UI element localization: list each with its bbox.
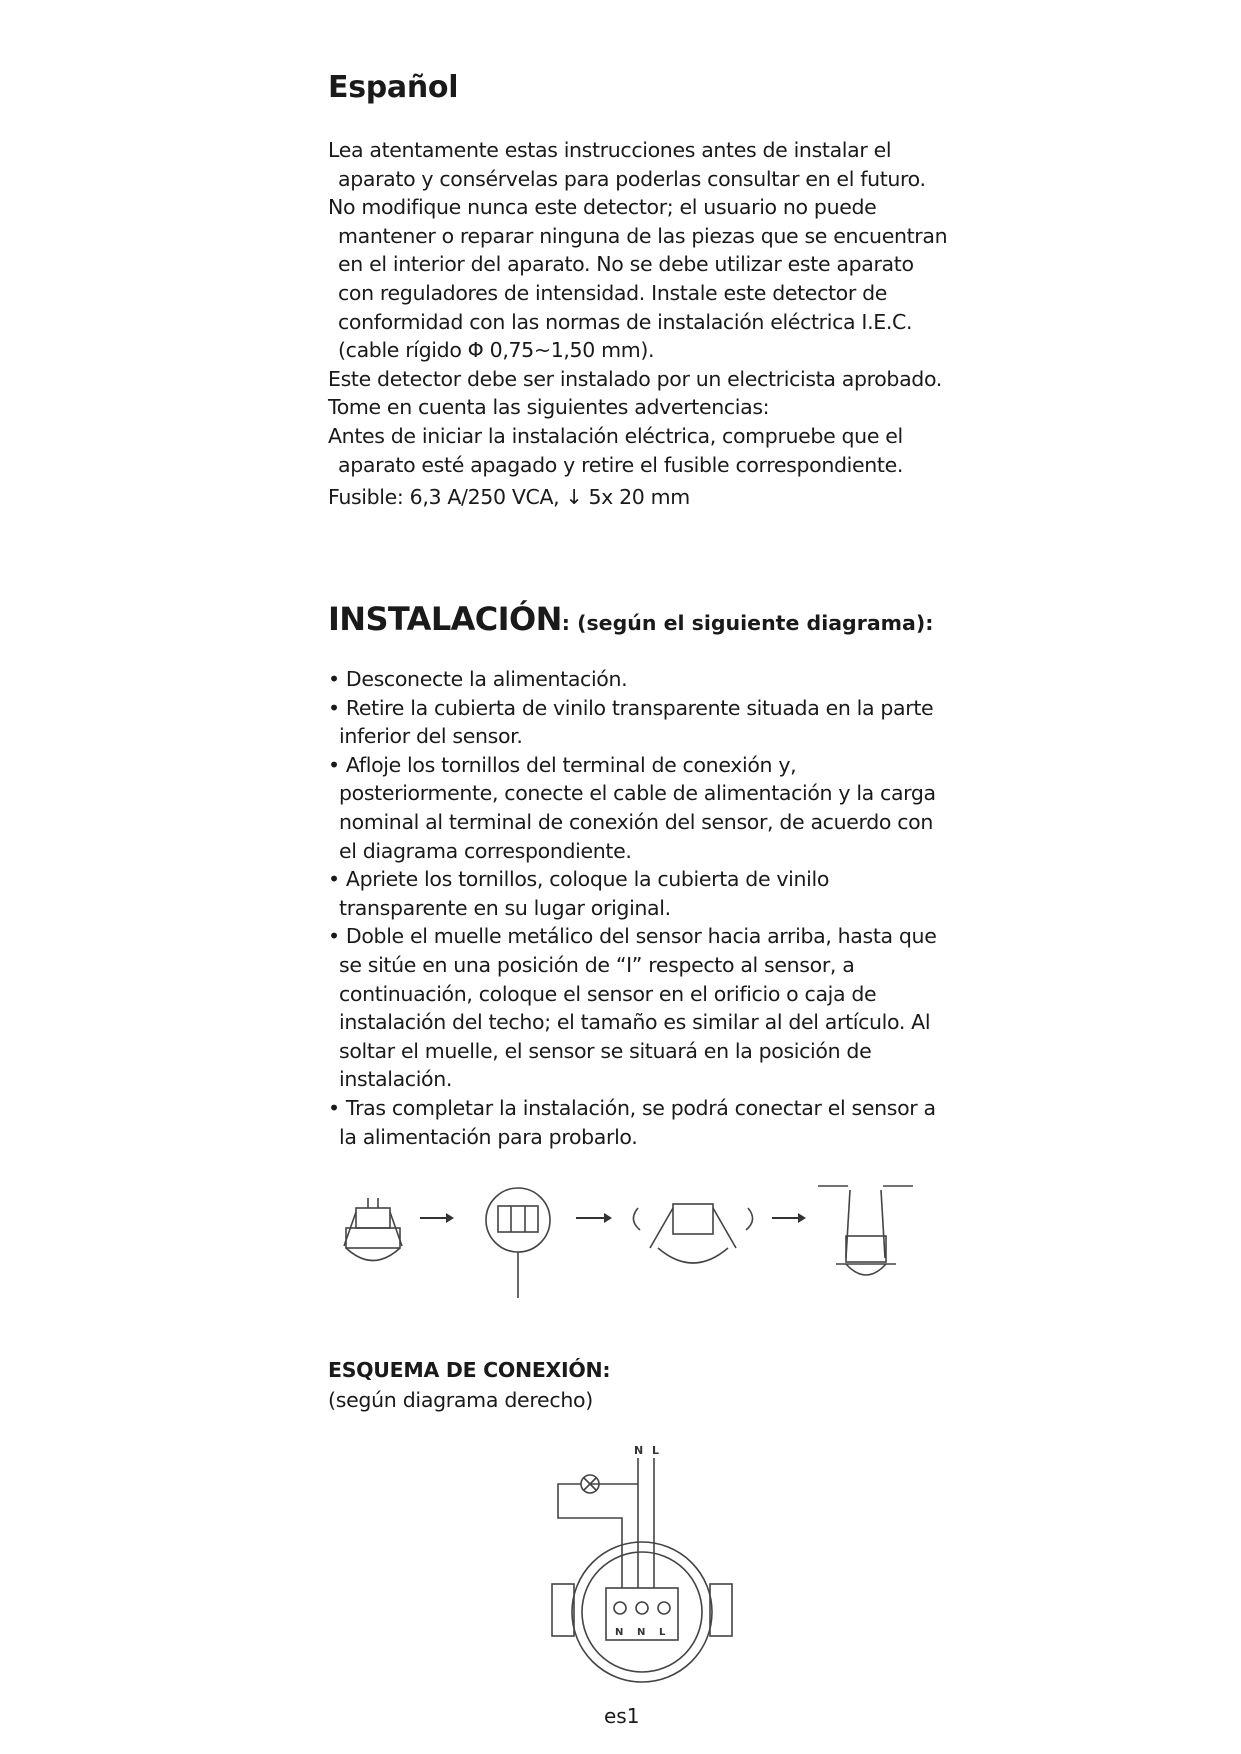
list-item: • Tras completar la instalación, se podrá conectar el sensor a la alimentación para probarlo.: [328, 1095, 936, 1149]
terminal-label: L: [659, 1627, 666, 1638]
intro-paragraph: Antes de iniciar la instalación eléctrica, compruebe que el aparato esté apagado y retire el fusible correspondiente.: [328, 423, 904, 477]
list-item: • Retire la cubierta de vinilo transparente situada en la parte inferior del sensor.: [328, 695, 934, 749]
installation-subtitle: : (según el siguiente diagrama):: [561, 611, 934, 635]
wiring-scheme-subtitle: (según diagrama derecho): [328, 1388, 593, 1412]
intro-paragraph: Tome en cuenta las siguientes advertencias:: [328, 395, 770, 420]
wire-label-n: N: [634, 1444, 644, 1457]
sensor-terminal-view-illustration: [486, 1188, 550, 1298]
sensor-body-circle: [572, 1542, 712, 1682]
sensor-installed-illustration: [818, 1186, 913, 1275]
wiring-scheme-title: ESQUEMA DE CONEXIÓN:: [328, 1358, 611, 1382]
list-item: • Desconecte la alimentación.: [328, 667, 628, 691]
wire-label-l: L: [652, 1444, 660, 1457]
wiring-diagram: [548, 1440, 736, 1690]
intro-paragraph: Lea atentamente estas instrucciones antes de instalar el aparato y consérvelas para poderlas consultar en el futuro.: [328, 138, 926, 191]
intro-paragraph: No modifique nunca este detector; el usuario no puede mantener o reparar ninguna de las piezas que se encuentran en el interior del aparato. No se debe utilizar este aparato con reguladores de intensidad. Instale este detector de conformidad con las normas de instalación eléctrica I.E.C. (cable rígido Φ 0,75~1,50 mm).: [328, 195, 948, 363]
list-item: • Doble el muelle metálico del sensor hacia arriba, hasta que se sitúe en una posición de “I” respecto al sensor, a continuación, coloque el sensor en el orificio o caja de instalación del techo; el tamaño es similar al del artículo. Al soltar el muelle, el sensor se situará en la posición de instalación.: [328, 924, 937, 1092]
step-arrows: [420, 1213, 806, 1223]
language-heading: Español: [328, 70, 459, 105]
installation-steps-list: [328, 665, 948, 1151]
arrow-right-icon: [604, 1213, 612, 1223]
list-item: • Afloje los tornillos del terminal de conexión y, posteriormente, conecte el cable de alimentación y la carga nominal al terminal de conexión del sensor, de acuerdo con el diagrama correspondiente.: [328, 752, 936, 863]
arrow-right-icon: [446, 1213, 454, 1223]
intro-text: [328, 136, 948, 512]
terminal-label: N: [637, 1627, 646, 1638]
arrow-right-icon: [798, 1213, 806, 1223]
page-number: es1: [604, 1704, 640, 1728]
terminal-label: N: [615, 1627, 624, 1638]
installation-heading: [328, 600, 933, 638]
list-item: • Apriete los tornillos, coloque la cubierta de vinilo transparente en su lugar original.: [328, 867, 830, 920]
installation-steps-illustration: [328, 1178, 928, 1308]
sensor-insertion-illustration: [633, 1204, 752, 1263]
sensor-springs-up-illustration: [344, 1198, 402, 1261]
intro-paragraph: Este detector debe ser instalado por un electricista aprobado.: [328, 366, 942, 391]
installation-title: INSTALACIÓN: [328, 600, 562, 638]
fuse-spec: Fusible: 6,3 A/250 VCA, ↓ 5x 20 mm: [328, 485, 690, 510]
